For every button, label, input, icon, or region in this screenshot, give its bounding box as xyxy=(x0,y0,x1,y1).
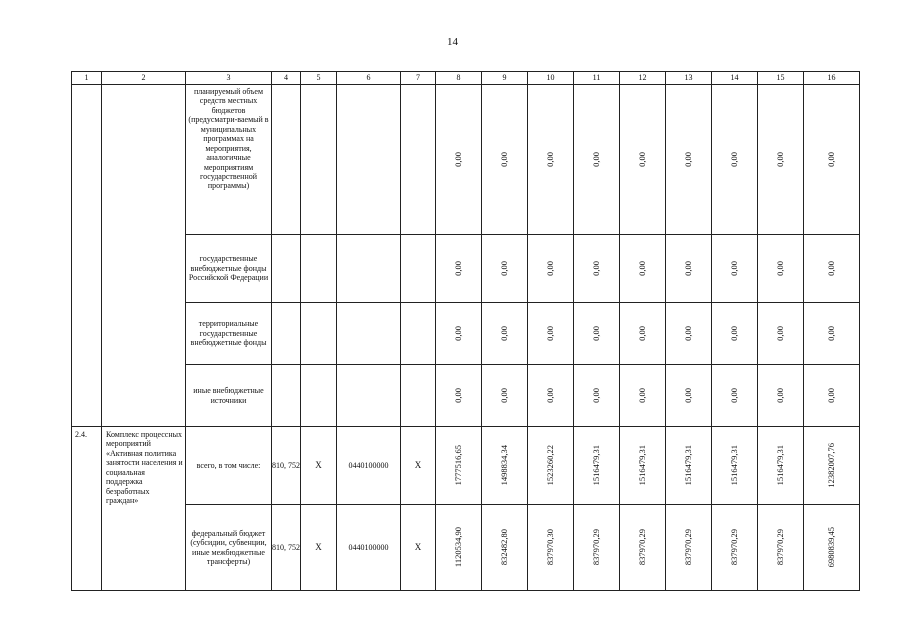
value-cell: 0,00 xyxy=(528,303,574,365)
value-cell: 0,00 xyxy=(804,365,860,427)
table-row xyxy=(72,303,860,365)
value-cell: 837970,30 xyxy=(528,505,574,591)
value-cell: 0,00 xyxy=(758,303,804,365)
value-cell: 1516479,31 xyxy=(758,427,804,505)
value-cell: 0,00 xyxy=(528,85,574,235)
grbs-cell: 810, 752 xyxy=(272,505,301,591)
value-cell: 0,00 xyxy=(436,303,482,365)
empty-cell xyxy=(401,235,436,303)
value-cell: 837970,29 xyxy=(620,505,666,591)
csr-cell: 0440100000 xyxy=(337,505,401,591)
value-cell: 0,00 xyxy=(436,85,482,235)
header-row xyxy=(72,72,860,85)
empty-cell xyxy=(272,85,301,235)
budget-table xyxy=(71,71,860,591)
value-cell: 1516479,31 xyxy=(712,427,758,505)
vr-cell: X xyxy=(401,505,436,591)
empty-cell xyxy=(337,365,401,427)
funding-source-cell: федеральный бюджет (субсидии, субвенции, иные межбюджетные трансферты) xyxy=(186,505,272,591)
rzpr-cell: X xyxy=(301,427,337,505)
value-cell: 0,00 xyxy=(804,85,860,235)
value-cell: 0,00 xyxy=(528,235,574,303)
empty-cell xyxy=(337,235,401,303)
value-cell: 837970,29 xyxy=(758,505,804,591)
csr-cell: 0440100000 xyxy=(337,427,401,505)
measure-number: 2.4. xyxy=(72,427,102,591)
column-header: 16 xyxy=(804,72,860,85)
empty-cell xyxy=(401,303,436,365)
column-header: 6 xyxy=(337,72,401,85)
grbs-cell: 810, 752 xyxy=(272,427,301,505)
empty-cell xyxy=(337,303,401,365)
vr-cell: X xyxy=(401,427,436,505)
empty-name-cell xyxy=(102,85,186,427)
value-cell: 0,00 xyxy=(574,85,620,235)
table-row xyxy=(72,365,860,427)
measure-name: Комплекс процессных мероприятий «Активная политика занятости населения и социальная поддержка безработных граждан» xyxy=(102,427,186,591)
value-cell: 0,00 xyxy=(804,235,860,303)
value-cell: 0,00 xyxy=(436,365,482,427)
column-header: 12 xyxy=(620,72,666,85)
column-header: 10 xyxy=(528,72,574,85)
empty-number-cell xyxy=(72,85,102,427)
value-cell: 1516479,31 xyxy=(574,427,620,505)
funding-source-cell: территориальные государственные внебюджетные фонды xyxy=(186,303,272,365)
value-cell: 0,00 xyxy=(620,85,666,235)
value-cell: 0,00 xyxy=(436,235,482,303)
value-cell: 1516479,31 xyxy=(620,427,666,505)
funding-source-cell: государственные внебюджетные фонды Российской Федерации xyxy=(186,235,272,303)
value-cell: 0,00 xyxy=(712,235,758,303)
empty-cell xyxy=(301,365,337,427)
value-cell: 1777516,65 xyxy=(436,427,482,505)
value-cell: 6980839,45 xyxy=(804,505,860,591)
value-cell: 0,00 xyxy=(574,365,620,427)
empty-cell xyxy=(301,235,337,303)
value-cell: 0,00 xyxy=(666,303,712,365)
value-cell: 0,00 xyxy=(528,365,574,427)
table-row xyxy=(72,235,860,303)
value-cell: 0,00 xyxy=(758,365,804,427)
value-cell: 1120534,90 xyxy=(436,505,482,591)
column-header: 11 xyxy=(574,72,620,85)
funding-source-cell: иные внебюджетные источники xyxy=(186,365,272,427)
funding-source-cell: планируемый объем средств местных бюджетов (предусматри-ваемый в муниципальных программах на мероприятия, аналогичные мероприятиям государственной программы) xyxy=(186,85,272,235)
empty-cell xyxy=(301,303,337,365)
column-header: 2 xyxy=(102,72,186,85)
empty-cell xyxy=(401,85,436,235)
empty-cell xyxy=(272,235,301,303)
value-cell: 0,00 xyxy=(574,303,620,365)
value-cell: 0,00 xyxy=(482,365,528,427)
value-cell: 0,00 xyxy=(482,303,528,365)
value-cell: 1523260,22 xyxy=(528,427,574,505)
value-cell: 1516479,31 xyxy=(666,427,712,505)
column-header: 3 xyxy=(186,72,272,85)
empty-cell xyxy=(337,85,401,235)
value-cell: 0,00 xyxy=(712,303,758,365)
empty-cell xyxy=(301,85,337,235)
value-cell: 0,00 xyxy=(620,365,666,427)
value-cell: 1498834,34 xyxy=(482,427,528,505)
value-cell: 0,00 xyxy=(804,303,860,365)
column-header: 13 xyxy=(666,72,712,85)
empty-cell xyxy=(272,365,301,427)
table-row xyxy=(72,85,860,235)
column-header: 7 xyxy=(401,72,436,85)
value-cell: 0,00 xyxy=(758,85,804,235)
value-cell: 0,00 xyxy=(666,235,712,303)
column-header: 14 xyxy=(712,72,758,85)
table-row xyxy=(72,505,860,591)
value-cell: 0,00 xyxy=(620,303,666,365)
empty-cell xyxy=(272,303,301,365)
column-header: 5 xyxy=(301,72,337,85)
page-number: 14 xyxy=(447,36,458,48)
value-cell: 832482,80 xyxy=(482,505,528,591)
value-cell: 837970,29 xyxy=(712,505,758,591)
column-header: 9 xyxy=(482,72,528,85)
table-row xyxy=(72,427,860,505)
column-header: 4 xyxy=(272,72,301,85)
column-header: 1 xyxy=(72,72,102,85)
column-header: 8 xyxy=(436,72,482,85)
funding-source-cell: всего, в том числе: xyxy=(186,427,272,505)
rzpr-cell: X xyxy=(301,505,337,591)
empty-cell xyxy=(401,365,436,427)
value-cell: 0,00 xyxy=(574,235,620,303)
value-cell: 837970,29 xyxy=(574,505,620,591)
column-header: 15 xyxy=(758,72,804,85)
value-cell: 0,00 xyxy=(712,365,758,427)
value-cell: 0,00 xyxy=(482,235,528,303)
value-cell: 12382007,76 xyxy=(804,427,860,505)
value-cell: 0,00 xyxy=(758,235,804,303)
value-cell: 0,00 xyxy=(482,85,528,235)
value-cell: 0,00 xyxy=(620,235,666,303)
value-cell: 0,00 xyxy=(712,85,758,235)
value-cell: 0,00 xyxy=(666,85,712,235)
value-cell: 837970,29 xyxy=(666,505,712,591)
value-cell: 0,00 xyxy=(666,365,712,427)
